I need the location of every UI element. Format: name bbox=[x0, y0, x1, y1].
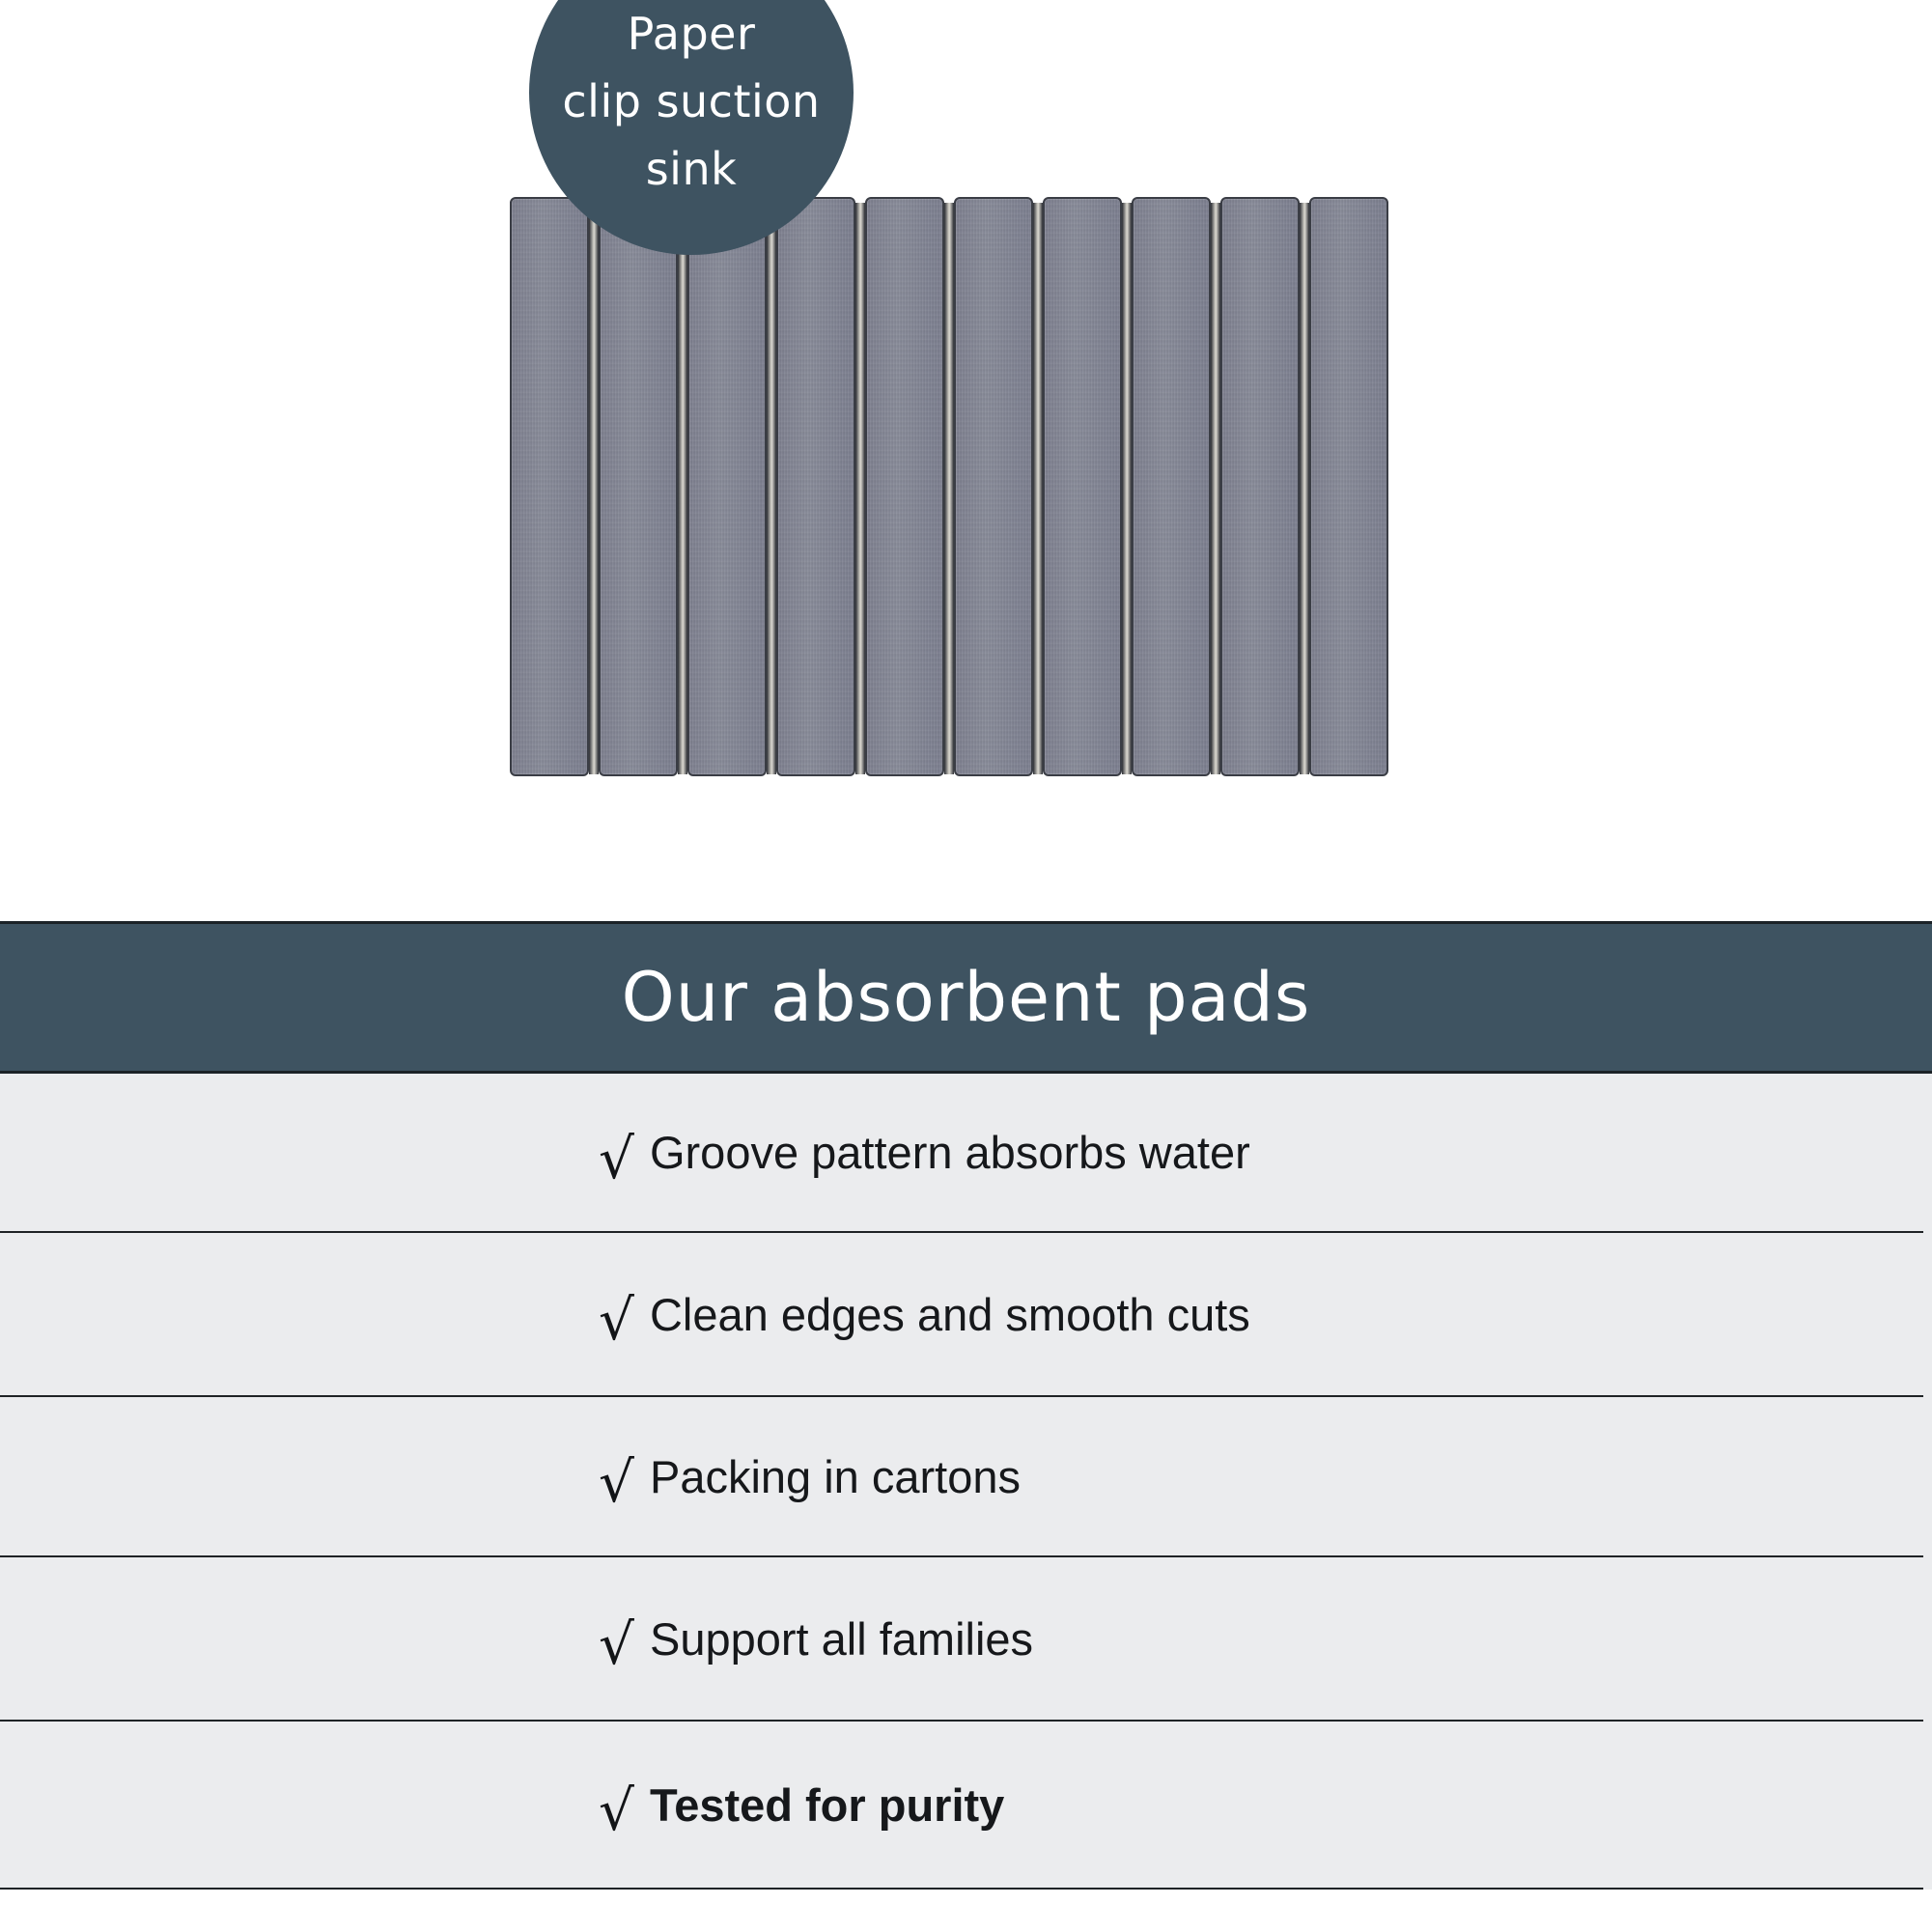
pad-slat bbox=[1043, 197, 1122, 776]
feature-row bbox=[0, 1074, 1923, 1233]
pad-slat bbox=[776, 197, 855, 776]
pad-slat bbox=[1309, 197, 1388, 776]
feature-list bbox=[0, 1074, 1932, 1890]
product-image bbox=[510, 197, 1396, 780]
pad-groove bbox=[1033, 203, 1043, 774]
pad-groove bbox=[855, 203, 865, 774]
section-title: Our absorbent pads bbox=[621, 958, 1311, 1037]
feature-text: Clean edges and smooth cuts bbox=[649, 1288, 1250, 1340]
feature-text: Support all families bbox=[649, 1612, 1034, 1665]
feature-row bbox=[0, 1557, 1923, 1722]
badge-text bbox=[529, 0, 854, 203]
pad-slat bbox=[1220, 197, 1300, 776]
checkmark-icon: √ bbox=[599, 1125, 634, 1191]
pad-groove bbox=[944, 203, 954, 774]
feature-text: Groove pattern absorbs water bbox=[649, 1127, 1250, 1178]
section-header bbox=[0, 921, 1932, 1074]
pad-slat bbox=[865, 197, 944, 776]
pad-groove bbox=[678, 203, 687, 774]
pad-groove bbox=[1122, 203, 1132, 774]
badge-line-3: sink bbox=[645, 143, 738, 195]
pad-groove bbox=[1211, 203, 1220, 774]
feature-row bbox=[0, 1397, 1923, 1557]
pad-groove bbox=[767, 203, 776, 774]
feature-row bbox=[0, 1233, 1923, 1397]
feature-row bbox=[0, 1722, 1923, 1890]
pad-groove bbox=[1300, 203, 1309, 774]
pad-slat bbox=[954, 197, 1033, 776]
pad-groove bbox=[589, 203, 599, 774]
pad-slat bbox=[687, 197, 767, 776]
pad-slat bbox=[510, 197, 589, 776]
checkmark-icon: √ bbox=[599, 1449, 634, 1515]
checkmark-icon: √ bbox=[599, 1611, 634, 1677]
pad-slat bbox=[599, 197, 678, 776]
badge-line-1: Paper bbox=[627, 8, 756, 60]
checkmark-icon: √ bbox=[599, 1778, 634, 1843]
badge-line-2: clip suction bbox=[562, 75, 821, 127]
feature-text: Tested for purity bbox=[649, 1778, 1005, 1831]
feature-text: Packing in cartons bbox=[649, 1450, 1022, 1502]
checkmark-icon: √ bbox=[599, 1287, 634, 1353]
pad-slat bbox=[1132, 197, 1211, 776]
